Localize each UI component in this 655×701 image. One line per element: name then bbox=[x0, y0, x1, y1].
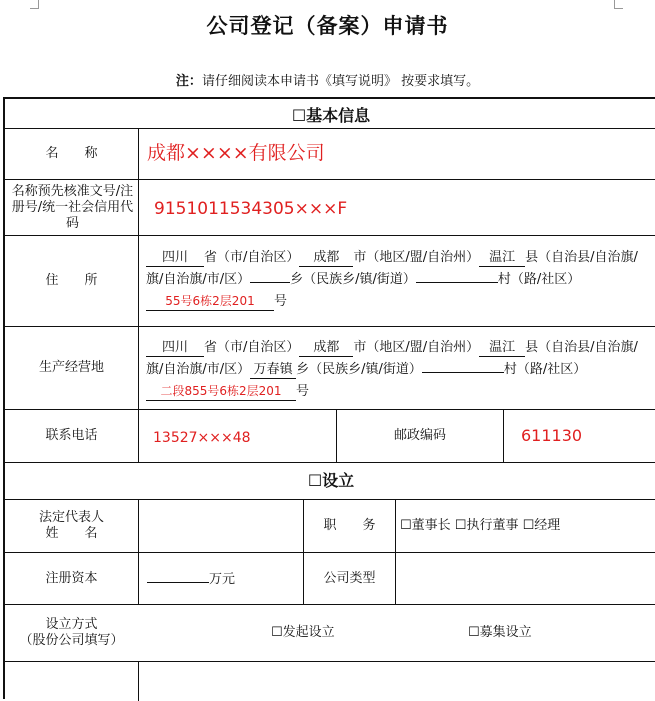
section-setup[interactable]: ☐设立 bbox=[307, 471, 355, 490]
residence-number-unit: 号 bbox=[274, 294, 288, 309]
form-table bbox=[3, 97, 655, 699]
position-options bbox=[400, 515, 560, 537]
section-basic-info[interactable]: ☐基本信息 bbox=[291, 106, 371, 125]
phone-field[interactable]: 13527×××48 bbox=[153, 430, 251, 446]
phone-label: 联系电话 bbox=[45, 428, 98, 443]
business-county-unit: 县（自治县/自治旗/旗/自治旗/市/区） bbox=[146, 340, 638, 377]
crop-mark-top-right bbox=[614, 0, 623, 9]
postcode-field[interactable]: 611130 bbox=[521, 426, 583, 445]
company-name-field[interactable]: 成都××××有限公司 bbox=[147, 142, 325, 164]
residence-province-unit: 省（市/自治区） bbox=[204, 250, 300, 265]
checkbox-promotion-setup[interactable]: ☐发起设立 bbox=[271, 625, 335, 640]
setup-method-label-line2: （股份公司填写） bbox=[19, 633, 124, 648]
setup-method-label bbox=[5, 605, 138, 661]
business-province-unit: 省（市/自治区） bbox=[204, 340, 300, 355]
company-type-label: 公司类型 bbox=[323, 570, 376, 586]
business-city-unit: 市（地区/盟/自治州） bbox=[353, 340, 480, 355]
checkbox-offering-setup[interactable]: ☐募集设立 bbox=[468, 625, 532, 640]
business-city-field[interactable]: 成都 bbox=[299, 339, 353, 357]
postcode-label: 邮政编码 bbox=[393, 428, 446, 443]
business-road-field[interactable]: 二段855号6栋2层201 bbox=[146, 383, 296, 401]
business-town-field[interactable]: 万春镇 bbox=[250, 361, 296, 379]
capital-amount bbox=[147, 569, 235, 591]
note-prefix: 注： bbox=[175, 74, 202, 89]
name-label: 名 称 bbox=[45, 146, 98, 161]
business-county-field[interactable]: 温江 bbox=[479, 339, 525, 357]
capital-field[interactable] bbox=[147, 582, 209, 583]
crop-mark-top-left bbox=[30, 0, 39, 9]
document-title: 公司登记（备案）申请书 bbox=[206, 14, 449, 38]
note-text: 请仔细阅读本申请书《填写说明》 按要求填写。 bbox=[201, 74, 480, 89]
residence-address bbox=[146, 247, 646, 313]
legal-rep-label-line1: 法定代表人 bbox=[38, 510, 104, 525]
checkbox-chairman[interactable]: ☐董事长 bbox=[400, 518, 451, 533]
registration-code-label: 名称预先核准文号/注册号/统一社会信用代码 bbox=[11, 183, 134, 231]
capital-label: 注册资本 bbox=[45, 570, 98, 586]
residence-county-field[interactable]: 温江 bbox=[479, 249, 525, 267]
position-label: 职 务 bbox=[323, 518, 376, 533]
business-number-unit: 号 bbox=[296, 384, 310, 399]
capital-unit: 万元 bbox=[209, 572, 236, 587]
residence-label: 住 所 bbox=[45, 273, 98, 288]
credit-code-field[interactable]: 9151011534305×××F bbox=[154, 199, 348, 219]
residence-road-field[interactable]: 55号6栋2层201 bbox=[146, 293, 274, 311]
business-village-unit: 村（路/社区） bbox=[503, 362, 587, 377]
business-address bbox=[146, 337, 646, 403]
checkbox-manager[interactable]: ☐经理 bbox=[522, 518, 561, 533]
residence-village-unit: 村（路/社区） bbox=[497, 272, 581, 287]
residence-village-field[interactable] bbox=[416, 282, 498, 283]
setup-method-label-line1: 设立方式 bbox=[45, 617, 98, 632]
residence-city-field[interactable]: 成都 bbox=[299, 249, 353, 267]
instruction-note bbox=[0, 70, 655, 89]
residence-city-unit: 市（地区/盟/自治州） bbox=[353, 250, 480, 265]
residence-town-field[interactable] bbox=[250, 282, 290, 283]
residence-county-unit: 县（自治县/自治旗/旗/自治旗/市/区） bbox=[146, 250, 638, 287]
business-address-label: 生产经营地 bbox=[38, 360, 104, 375]
business-province-field[interactable]: 四川 bbox=[146, 339, 204, 357]
residence-town-unit: 乡（民族乡/镇/街道） bbox=[290, 272, 416, 287]
checkbox-executive-director[interactable]: ☐执行董事 bbox=[454, 518, 519, 533]
residence-province-field[interactable]: 四川 bbox=[146, 249, 204, 267]
legal-rep-label-line2: 姓 名 bbox=[45, 526, 98, 541]
business-village-field[interactable] bbox=[422, 372, 504, 373]
business-town-unit: 乡（民族乡/镇/街道） bbox=[296, 362, 422, 377]
legal-rep-label bbox=[5, 500, 138, 552]
